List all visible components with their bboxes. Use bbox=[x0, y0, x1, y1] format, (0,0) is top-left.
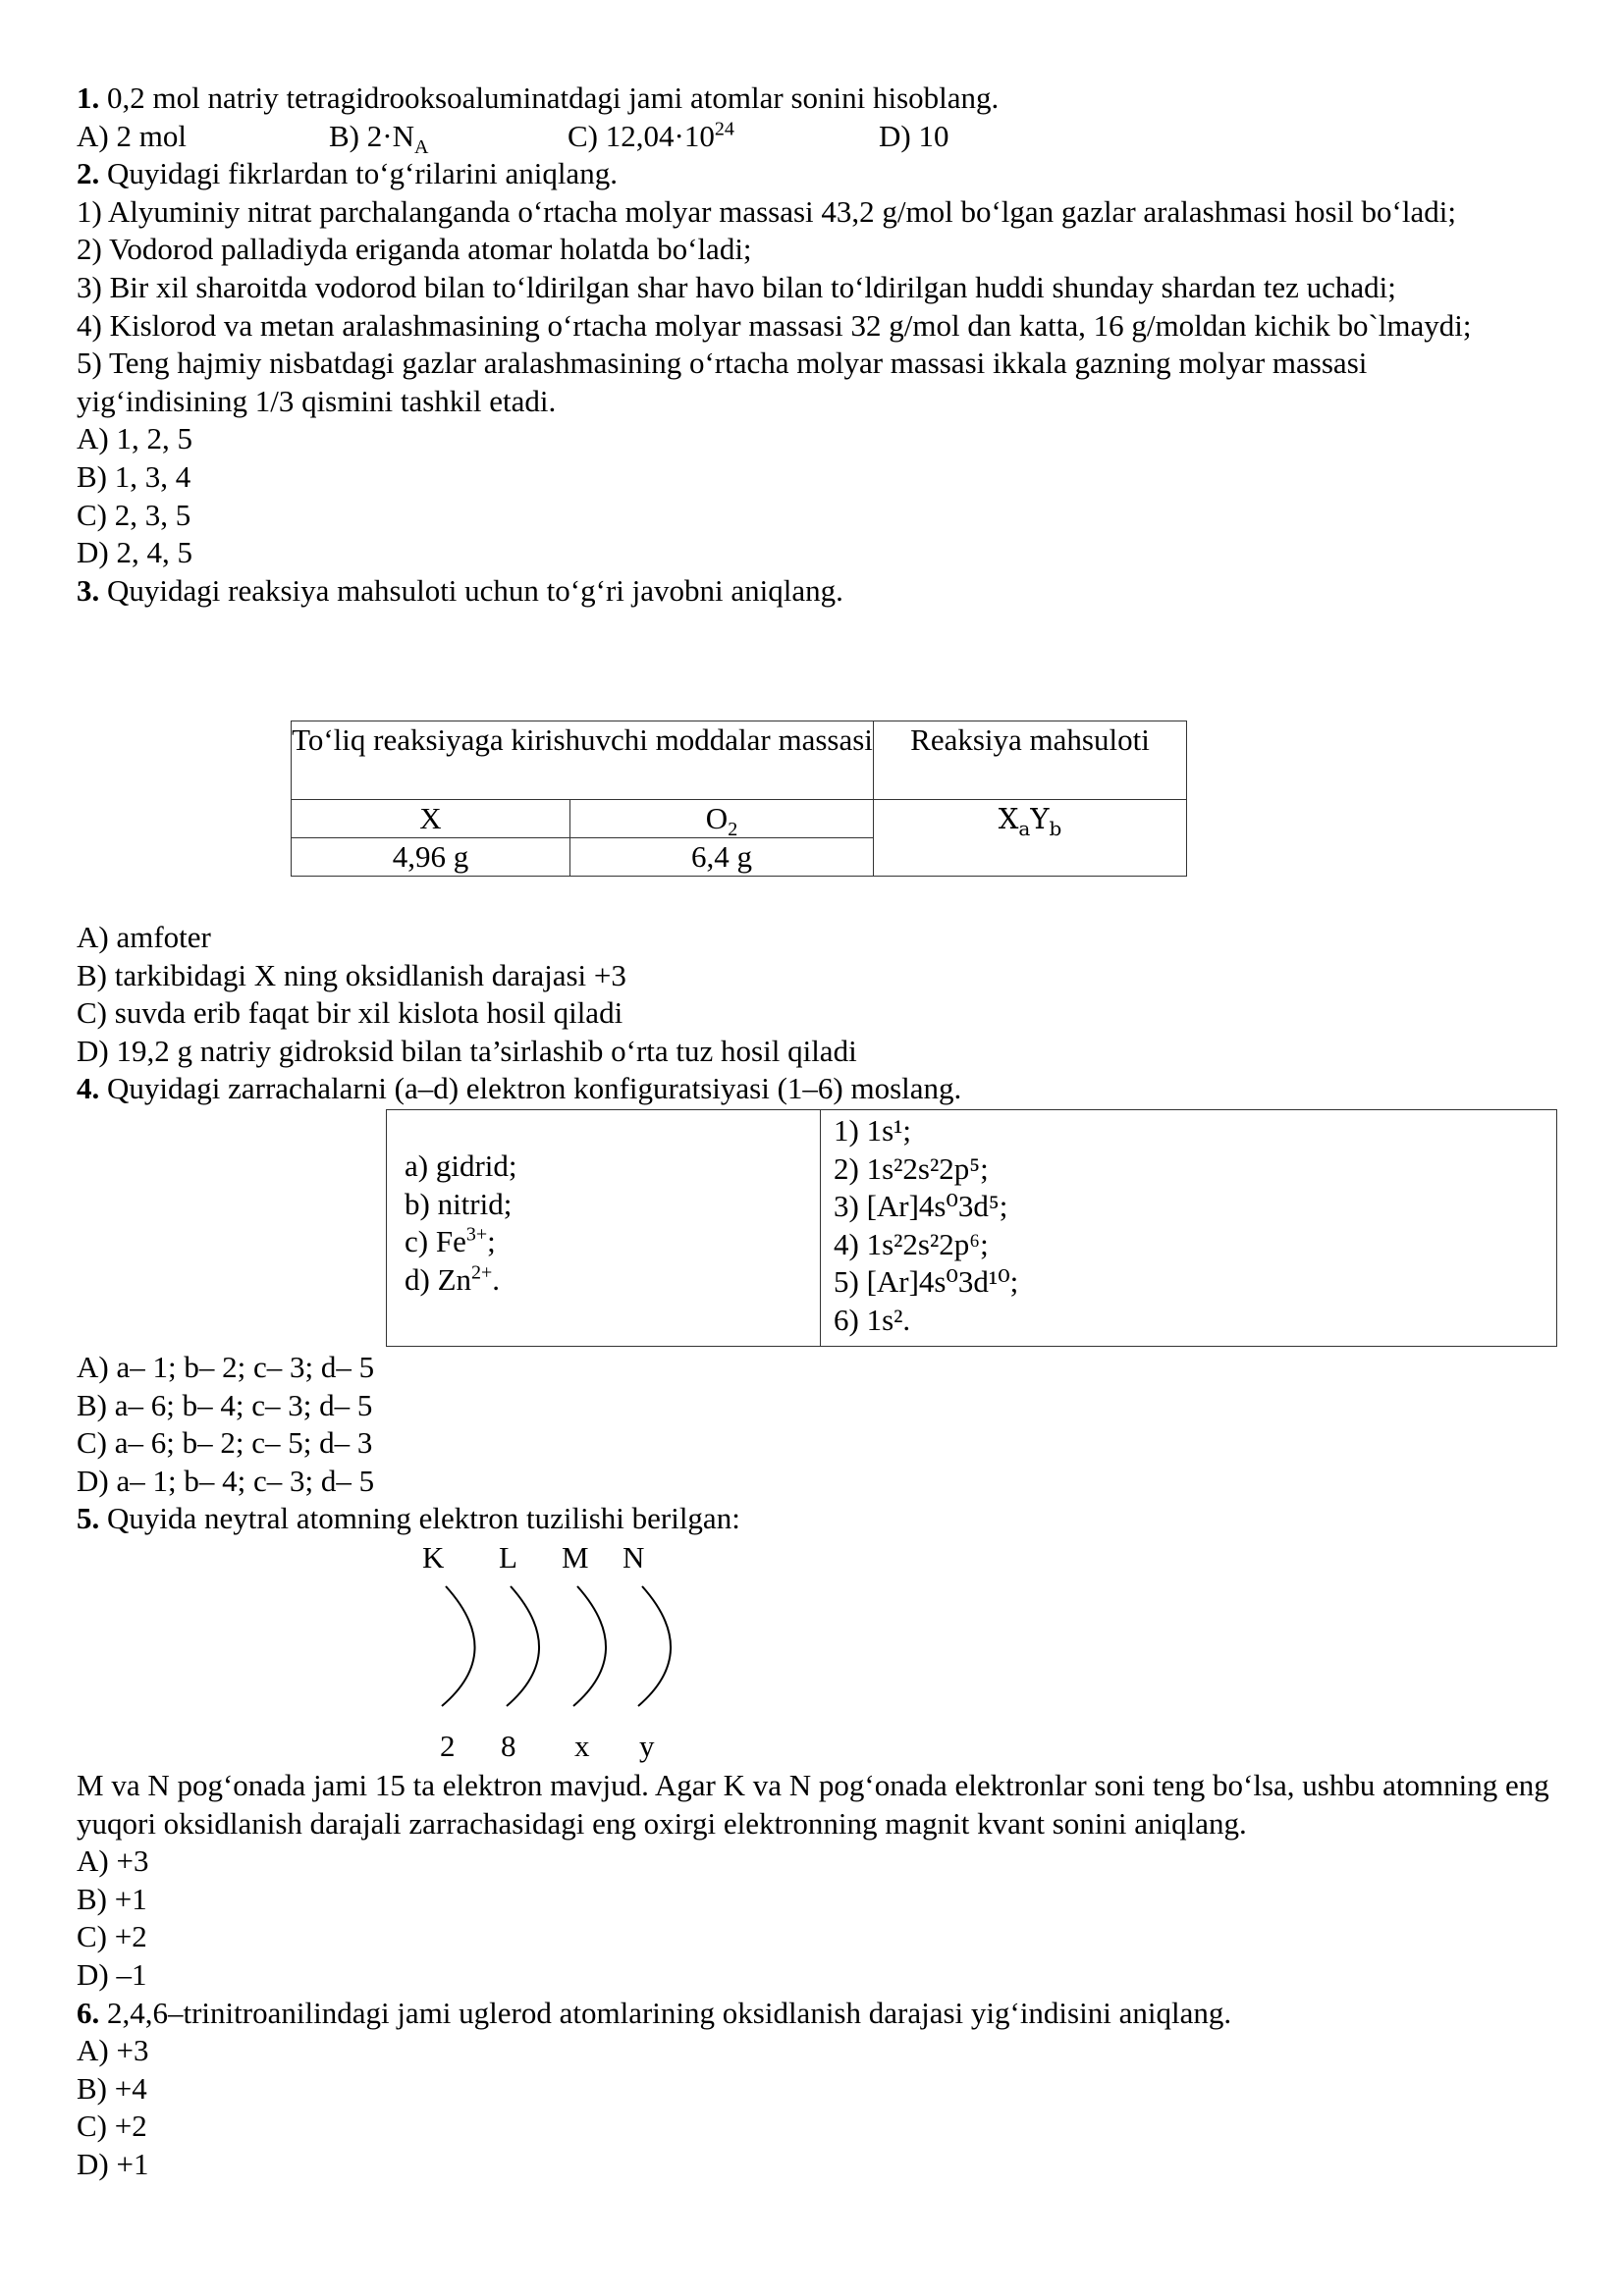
q4-config-6: 6) 1s². bbox=[834, 1302, 911, 1337]
q1-option-b[interactable] bbox=[329, 118, 428, 156]
q3-option-b[interactable]: B) tarkibidagi X ning oksidlanish darajasi +3 bbox=[77, 957, 626, 992]
q2-statement-4: 4) Kislorod va metan aralashmasining o‘rtacha molyar massasi 32 g/mol dan katta, 16 g/moldan kichik bo`lmaydi; bbox=[77, 307, 1472, 343]
q4-config-3: 3) [Ar]4s⁰3d⁵; bbox=[834, 1189, 1008, 1224]
shell-label-m: M bbox=[562, 1540, 589, 1575]
q1-option-a[interactable]: A) 2 mol bbox=[77, 118, 187, 153]
q2-text: Quyidagi fikrlardan to‘g‘rilarini aniqlang. bbox=[107, 156, 618, 191]
q3-option-d[interactable]: D) 19,2 g natriy gidroksid bilan ta’sirlashib o‘rta tuz hosil qiladi bbox=[77, 1033, 857, 1068]
shell-count-k: 2 bbox=[440, 1729, 456, 1763]
q4-config-1: 1) 1s¹; bbox=[834, 1113, 912, 1148]
q5-option-a[interactable]: A) +3 bbox=[77, 1843, 149, 1879]
q3-product-b: b bbox=[1049, 816, 1062, 840]
q5-text: Quyida neytral atomning elektron tuzilishi berilgan: bbox=[107, 1501, 740, 1536]
q4-config-2: 2) 1s²2s²2p⁵; bbox=[834, 1150, 989, 1186]
q3-table-val-x: 4,96 g bbox=[292, 838, 570, 877]
q2-statement-3: 3) Bir xil sharoitda vodorod bilan to‘ldirilgan shar havo bilan to‘ldirilgan huddi shunday shardan tez uchadi; bbox=[77, 269, 1396, 304]
q5-option-b[interactable]: B) +1 bbox=[77, 1881, 147, 1916]
shell-count-m: x bbox=[574, 1729, 590, 1763]
q4-particle-b: b) nitrid; bbox=[405, 1186, 513, 1221]
shell-arc-n bbox=[638, 1586, 671, 1706]
q3-table-head-left: To‘liq reaksiyaga kirishuvchi moddalar massasi bbox=[292, 721, 874, 800]
q2-statement-5: 5) Teng hajmiy nisbatdagi gazlar aralashmasining o‘rtacha molyar massasi ikkala gazning molyar massasi yig‘indisining 1/3 qismini tashkil etadi. bbox=[77, 346, 1368, 418]
q1-options bbox=[77, 118, 1549, 156]
q4-particle-c bbox=[405, 1223, 517, 1261]
q3-table-col-o2 bbox=[570, 800, 874, 841]
q3-option-a[interactable]: A) amfoter bbox=[77, 920, 211, 954]
q5-option-c[interactable]: C) +2 bbox=[77, 1919, 147, 1954]
q4-particle-d-end: . bbox=[492, 1261, 501, 1297]
q4-configs bbox=[834, 1112, 1018, 1340]
shell-arcs bbox=[412, 1539, 707, 1770]
q2-stem bbox=[77, 155, 1549, 193]
q4-particle-d bbox=[405, 1261, 517, 1300]
q4-divider bbox=[820, 1110, 821, 1346]
q4-particles bbox=[405, 1148, 517, 1299]
q6-stem bbox=[77, 1995, 1549, 2033]
q3-table bbox=[291, 721, 1187, 877]
q4-options bbox=[77, 1349, 740, 1538]
shell-label-n: N bbox=[623, 1540, 645, 1575]
shell-count-n: y bbox=[639, 1729, 655, 1763]
q1-option-c-text: C) 12,04·10 bbox=[568, 118, 715, 153]
q2-option-b[interactable]: B) 1, 3, 4 bbox=[77, 458, 191, 494]
q6-option-c[interactable]: C) +2 bbox=[77, 2109, 147, 2144]
shell-label-k: K bbox=[422, 1540, 445, 1575]
q1-option-d[interactable]: D) 10 bbox=[879, 118, 949, 153]
questions-1-3 bbox=[77, 80, 1549, 610]
q3-table-col-o2-sub: 2 bbox=[728, 819, 738, 841]
q3-product-y: Y bbox=[1030, 802, 1050, 835]
q3-options bbox=[77, 919, 961, 1108]
q6-number: 6. bbox=[77, 1995, 100, 2030]
q3-stem bbox=[77, 572, 1549, 611]
q5-body: M va N pog‘onada jami 15 ta elektron mavjud. Agar K va N pog‘onada elektronlar soni teng bo‘lsa, ushbu atomning eng yuqori oksidlanish darajali zarrachasidagi eng oxirgi elektronning magnit kvant sonini aniqlang. bbox=[77, 1768, 1549, 1841]
q2-option-c[interactable]: C) 2, 3, 5 bbox=[77, 497, 191, 532]
q2-statement-1: 1) Alyuminiy nitrat parchalanganda o‘rtacha molyar massasi 43,2 g/mol bo‘lgan gazlar aralashmasi hosil bo‘ladi; bbox=[77, 193, 1456, 229]
shell-label-l: L bbox=[499, 1540, 517, 1575]
q3-product-a: a bbox=[1018, 816, 1031, 840]
q4-option-c[interactable]: C) a– 6; b– 2; c– 5; d– 3 bbox=[77, 1425, 373, 1461]
q3-table-val-o2: 6,4 g bbox=[570, 838, 874, 877]
shell-arc-m bbox=[573, 1586, 606, 1706]
q5-shell-diagram bbox=[412, 1539, 707, 1770]
q6-option-b[interactable]: B) +4 bbox=[77, 2070, 147, 2106]
shell-count-l: 8 bbox=[501, 1729, 516, 1763]
q4-matching-box bbox=[386, 1109, 1557, 1347]
q4-particle-c-sup: 3+ bbox=[465, 1223, 488, 1246]
shell-arc-l bbox=[507, 1586, 539, 1706]
q4-config-5: 5) [Ar]4s⁰3d¹⁰; bbox=[834, 1264, 1019, 1300]
q4-option-b[interactable]: B) a– 6; b– 4; c– 3; d– 5 bbox=[77, 1387, 373, 1422]
q4-option-d[interactable]: D) a– 1; b– 4; c– 3; d– 5 bbox=[77, 1463, 375, 1498]
q1-text: 0,2 mol natriy tetragidrooksoaluminatdagi jami atomlar sonini hisoblang. bbox=[107, 80, 1000, 115]
q4-particle-c-end: ; bbox=[487, 1224, 496, 1259]
q1-option-b-sub: A bbox=[413, 135, 429, 158]
q2-number: 2. bbox=[77, 156, 100, 191]
q1-stem bbox=[77, 80, 1549, 118]
q3-table-col-o2-text: O bbox=[705, 801, 729, 835]
q5-q6-block bbox=[77, 1767, 1549, 2184]
q4-option-a[interactable]: A) a– 1; b– 2; c– 3; d– 5 bbox=[77, 1350, 375, 1384]
q4-stem bbox=[77, 1070, 961, 1108]
q2-option-a[interactable]: A) 1, 2, 5 bbox=[77, 421, 192, 456]
q3-table-product bbox=[874, 800, 1187, 877]
q5-number: 5. bbox=[77, 1501, 100, 1536]
q3-product-x: X bbox=[998, 802, 1019, 835]
q6-text: 2,4,6–trinitroanilindagi jami uglerod atomlarining oksidlanish darajasi yig‘indisini aniqlang. bbox=[107, 1995, 1232, 2030]
q1-option-b-text: B) 2·N bbox=[329, 118, 414, 153]
q5-option-d[interactable]: D) –1 bbox=[77, 1956, 147, 1992]
q3-number: 3. bbox=[77, 572, 100, 608]
q3-table-head-right: Reaksiya mahsuloti bbox=[874, 721, 1187, 800]
q4-number: 4. bbox=[77, 1071, 100, 1106]
q3-table-col-x: X bbox=[292, 800, 570, 838]
q5-stem bbox=[77, 1500, 740, 1538]
q3-text: Quyidagi reaksiya mahsuloti uchun to‘g‘ri javobni aniqlang. bbox=[107, 572, 843, 608]
q2-option-d[interactable]: D) 2, 4, 5 bbox=[77, 535, 192, 570]
q1-number: 1. bbox=[77, 80, 100, 115]
q1-option-c[interactable] bbox=[568, 118, 734, 156]
q4-particle-c-text: c) Fe bbox=[405, 1224, 466, 1259]
q2-statement-2: 2) Vodorod palladiyda eriganda atomar holatda bo‘ladi; bbox=[77, 232, 752, 267]
q6-option-a[interactable]: A) +3 bbox=[77, 2033, 149, 2068]
shell-arc-k bbox=[442, 1586, 475, 1706]
q3-option-c[interactable]: C) suvda erib faqat bir xil kislota hosil qiladi bbox=[77, 995, 623, 1031]
q4-config-4: 4) 1s²2s²2p⁶; bbox=[834, 1226, 989, 1261]
q1-option-c-sup: 24 bbox=[714, 118, 734, 140]
q6-option-d[interactable]: D) +1 bbox=[77, 2146, 149, 2181]
q4-particle-d-text: d) Zn bbox=[405, 1261, 472, 1297]
q4-text: Quyidagi zarrachalarni (a–d) elektron konfiguratsiyasi (1–6) moslang. bbox=[107, 1071, 962, 1106]
q4-particle-d-sup: 2+ bbox=[471, 1261, 493, 1284]
q4-particle-a: a) gidrid; bbox=[405, 1148, 517, 1183]
